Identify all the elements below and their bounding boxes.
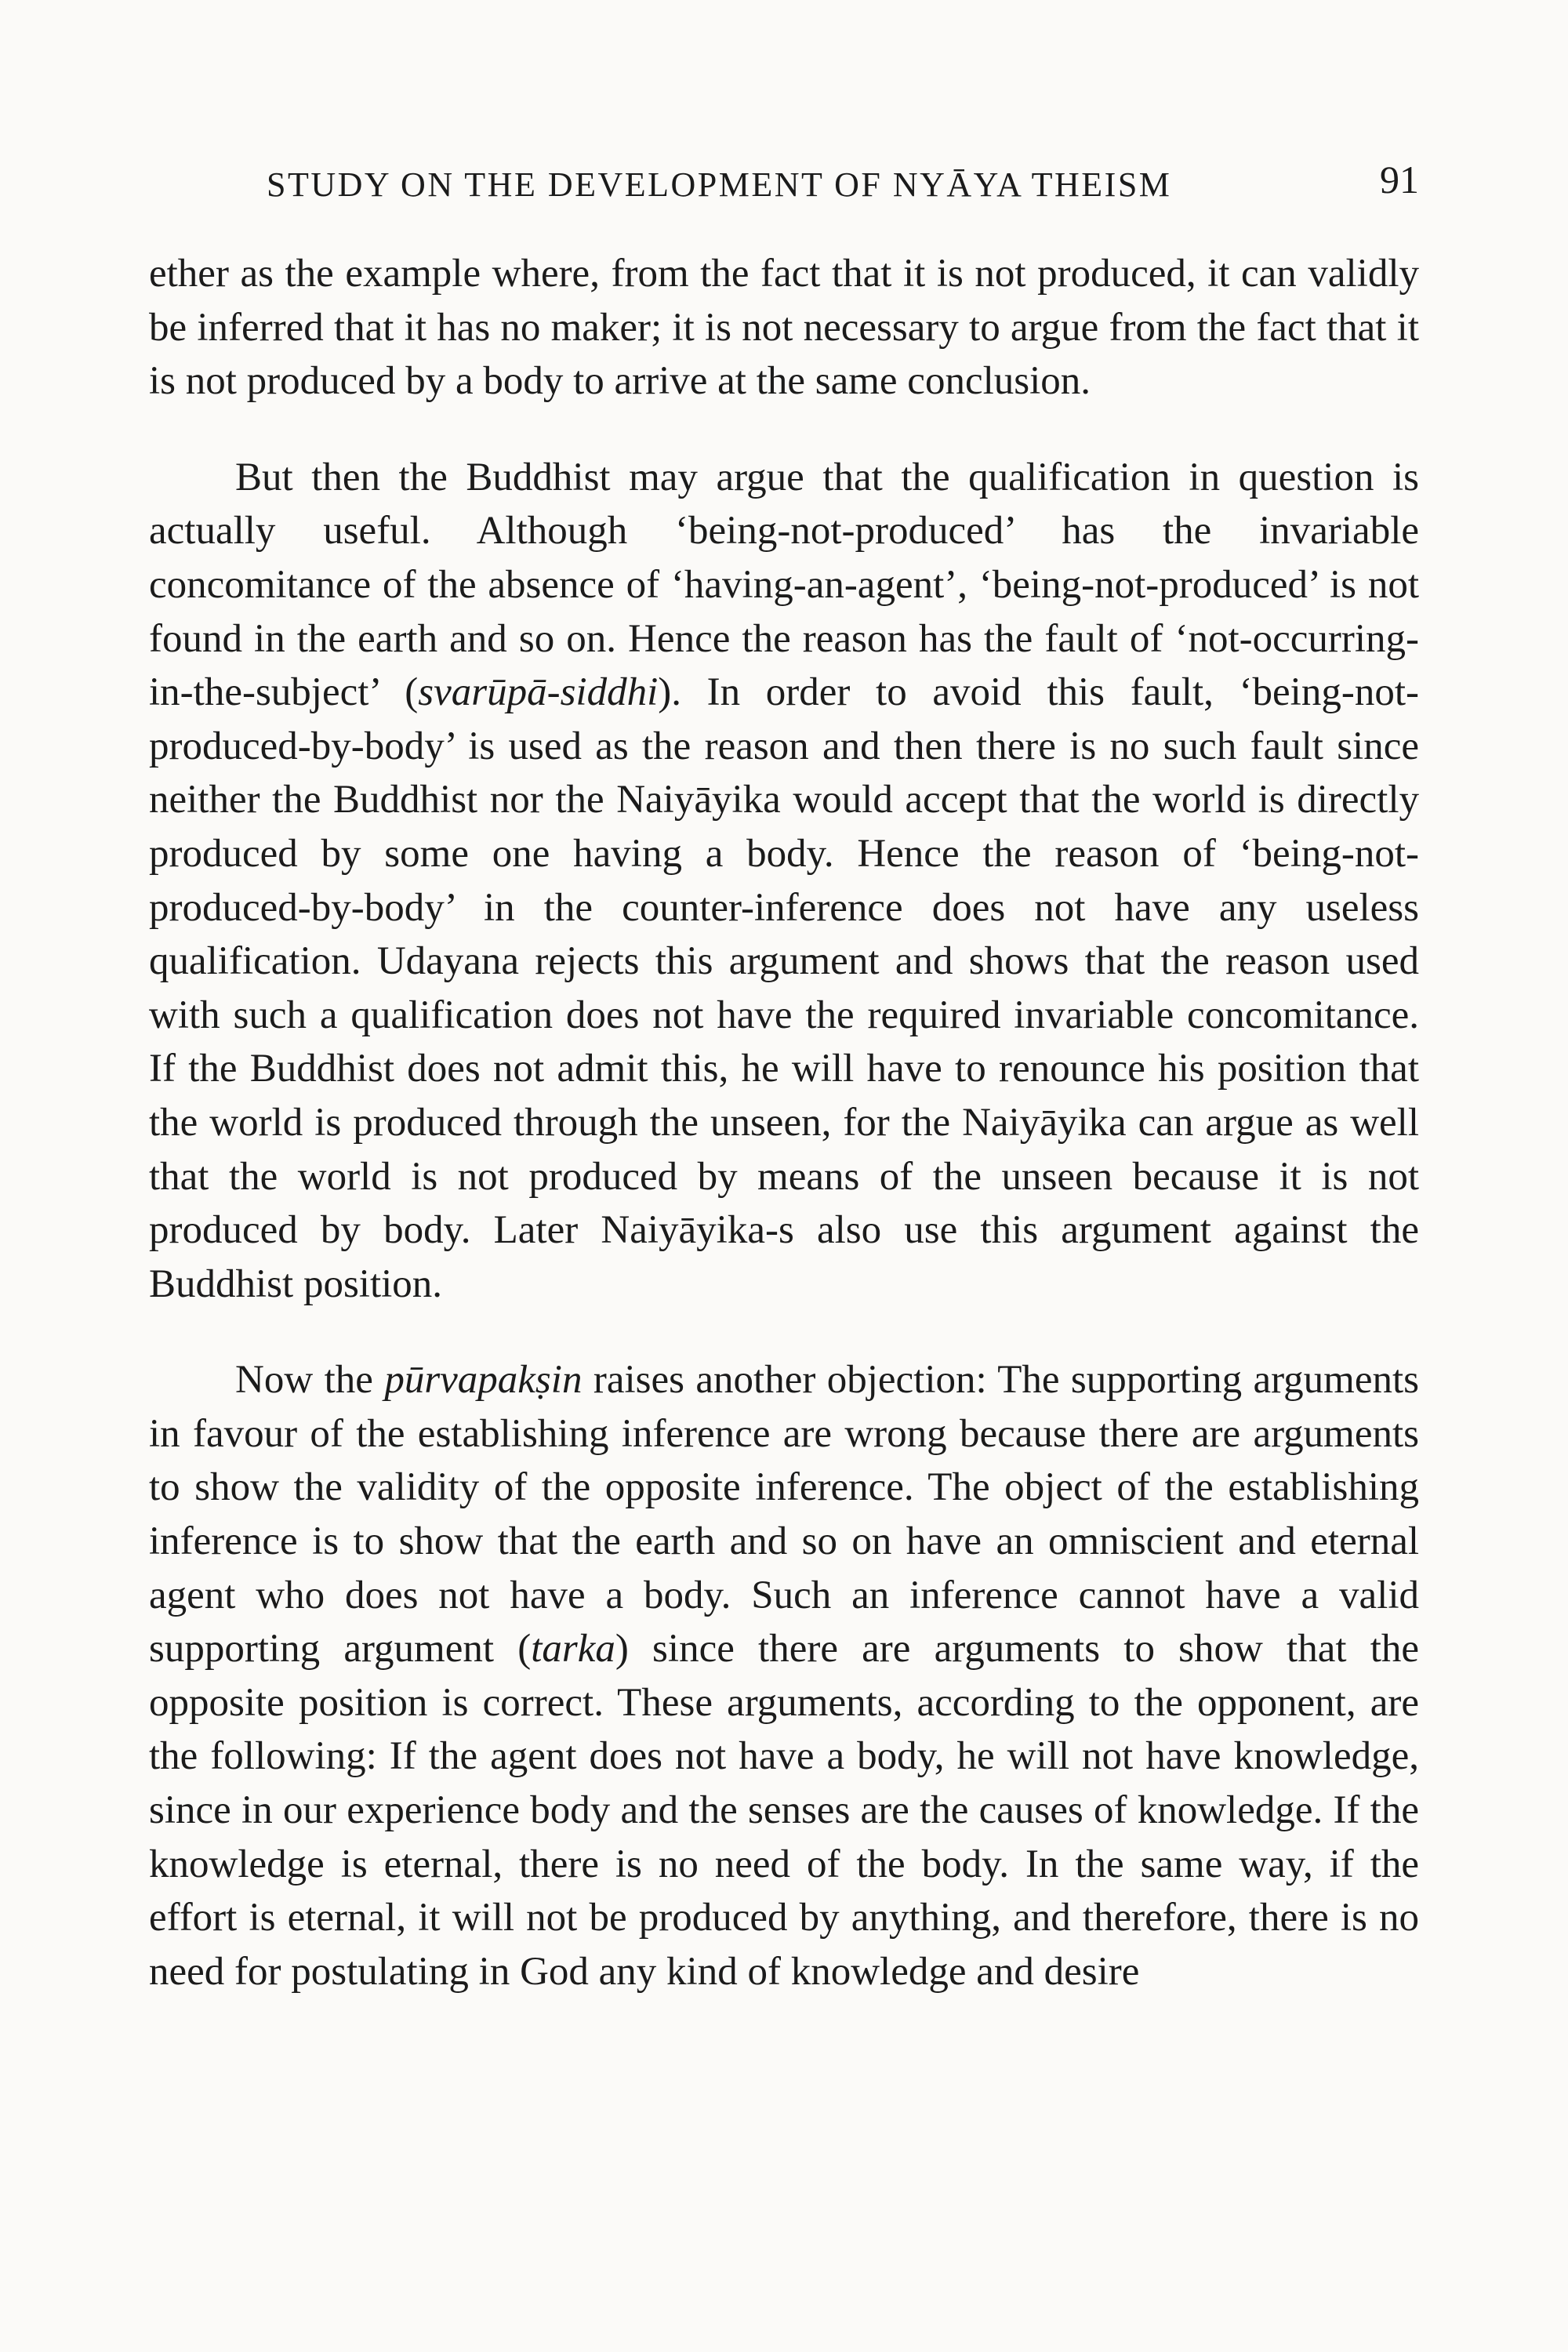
- paragraph-text: Now the: [235, 1358, 385, 1403]
- sanskrit-term: svarūpā-siddhi: [418, 670, 659, 715]
- paragraph-text: ether as the example where, from the fact that it is not produced, it can validly be inferred that it has no maker; it is not necessary to argue from the fact that it is not produced by a body to arrive at the same conclusion.: [149, 252, 1419, 404]
- paragraph-text: ) since there are arguments to show that the opposite position is correct. These arguments, according to the opponent, are the following: If the agent does not have a body, he will not have knowledge, since in our experience body and the senses are the causes of knowledge. If the knowledge is eternal, there is no need of the body. In the same way, if the effort is eternal, it will not be produced by anything, and therefore, there is no need for postulating in God any kind of knowledge and desire: [149, 1627, 1420, 1994]
- body-text: [149, 247, 1419, 1998]
- running-head: [267, 157, 1419, 212]
- page-number: 91: [1380, 158, 1419, 201]
- paragraph-buddhist-argument: [149, 451, 1419, 1312]
- paragraph-text: But then the Buddhist may argue that the qualification in question is actually useful. Although ‘being-not-produced’ has the invariable concomitance of the absence of ‘having-an-agent’, ‘being-not-produced’ is not found in the earth and so on. Hence the reason has the fault of ‘not-occurring-in-the-subject’ (: [149, 455, 1419, 715]
- paragraph-purvapaksin-objection: [149, 1353, 1419, 1998]
- sanskrit-term: tarka: [531, 1627, 615, 1671]
- paragraph-text: raises another objection: The supporting arguments in favour of the establishing inference are wrong because there are arguments to show the validity of the opposite inference. The object of the establishing inference is to show that the earth and so on have an omniscient and eternal agent who does not have a body. Such an inference cannot have a valid supporting argument (: [149, 1358, 1420, 1671]
- paragraph-text: ). In order to avoid this fault, ‘being-not-produced-by-body’ is used as the reason and then there is no such fault since neither the Buddhist nor the Naiyāyika would accept that the world is directly produced by some one having a body. Hence the reason of ‘being-not-produced-by-body’ in the counter-inference does not have any useless qualification. Udayana rejects this argument and shows that the reason used with such a qualification does not have the required invariable concomitance. If the Buddhist does not admit this, he will have to renounce his position that the world is produced through the unseen, for the Naiyāyika can argue as well that the world is not produced by means of the unseen because it is not produced by body. Later Naiyāyika-s also use this argument against the Buddhist position.: [149, 670, 1419, 1306]
- sanskrit-term: pūrvapakṣin: [384, 1358, 583, 1403]
- paragraph-continuation: [149, 247, 1419, 408]
- running-title: STUDY ON THE DEVELOPMENT OF NYĀYA THEISM: [267, 165, 1172, 204]
